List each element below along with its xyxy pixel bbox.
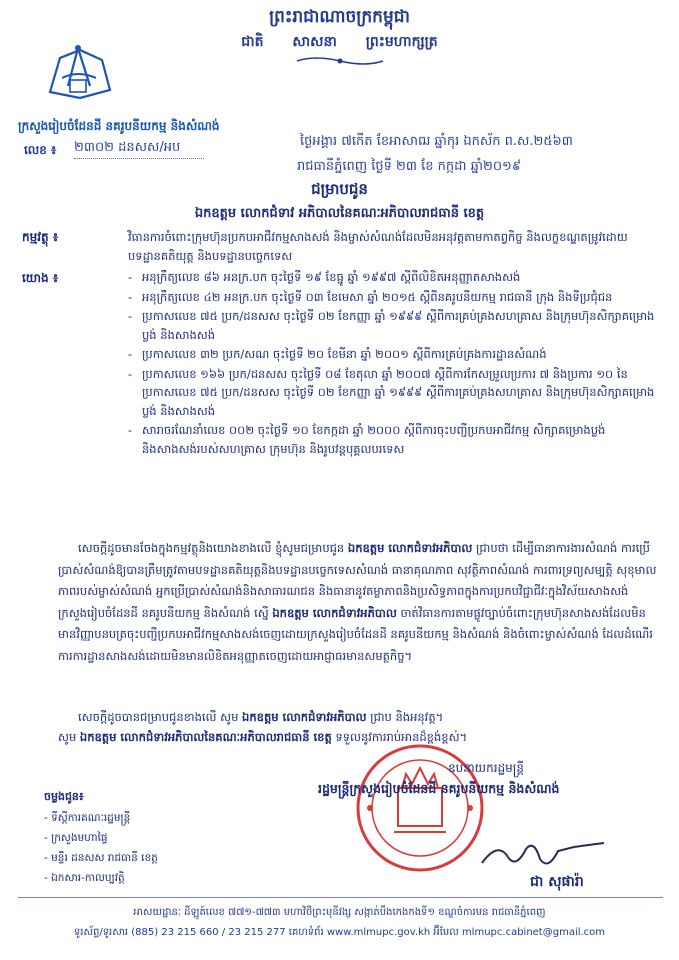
lunar-date: ថ្ងៃអង្គារ ៧កើត ខែអាសាឍ ឆ្នាំកុរ ឯកស័ក ព.ស.២៥៦៣: [300, 134, 573, 149]
reference-item: - ប្រកាសលេខ ៧៥ ប្រក/ដនសស ចុះថ្ងៃទី ០២ ខែកញ្ញា ឆ្នាំ ១៩៩៩ ស្តីពីការគ្រប់គ្រងសហគ្រាស និងក្រុមហ៊ុនសិក្សាគម្រោងប្លង់ និងសាងសង់: [128, 307, 658, 344]
closing-1-addressee: ឯកឧត្តម លោកជំទាវអភិបាល: [242, 710, 367, 724]
motto-king: ព្រះមហាក្សត្រ: [365, 34, 438, 50]
ministry-logo-icon: [40, 40, 116, 104]
body-end: ចាត់វិធានការតាមផ្លូវច្បាប់ចំពោះក្រុមហ៊ុនសាងសង់ដែលមិនមានវិញ្ញាបនបត្រចុះបញ្ជីប្រកបអាជីវកម្មសាងសង់ចេញដោយក្រសួងរៀបចំដែនដី នគរូបនីយកម្ម និងសំណង់ និងចំពោះម្ចាស់សំណង់ ដែលដំណើរការការដ្ឋានសាងសង់ដោយមិនមានលិខិតអនុញ្ញាតចេញដោយអាជ្ញាធរមានសមត្ថកិច្ច។: [58, 605, 653, 663]
reference-label: លេខ ៖: [24, 143, 57, 157]
reference-item: - ប្រកាសលេខ ៣២ ប្រក/សណ ចុះថ្ងៃទី ២០ ខែមីនា ឆ្នាំ ២០០១ ស្តីពីការគ្រប់គ្រងការដ្ឋានសំណង់: [128, 345, 658, 364]
reference-item: - ប្រកាសលេខ ១៦៦ ប្រក/ដនសស ចុះថ្ងៃទី ០៨ ខែតុលា ឆ្នាំ ២០០៧ ស្តីពីការកែសម្រួលប្រការ ៧ និងប្រការ ១០ នៃប្រកាសលេខ ៧៥ ប្រក/ដនសស ចុះថ្ងៃទី ០២ ខែកញ្ញា ឆ្នាំ ១៩៩៩ ស្តីពីការគ្រប់គ្រងសហគ្រាស និងក្រុមហ៊ុនសិក្សាគម្រោងប្លង់ និងសាងសង់: [128, 365, 658, 421]
heading-ornament-icon: [295, 54, 385, 68]
closing-2-prefix: សូម: [58, 730, 77, 744]
kingdom-heading: ព្រះរាជាណាចក្រកម្ពុជា: [269, 7, 410, 27]
city-date: រាជធានីភ្នំពេញ ថ្ងៃទី ២៣ ខែ កក្កដា ឆ្នាំ២០១៩: [297, 159, 522, 174]
body-paragraph: [58, 538, 658, 667]
reference-item: - អនុក្រឹត្យលេខ ៤២ អនក្រ.បក ចុះថ្ងៃទី ០៣ ខែមេសា ឆ្នាំ ២០១៥ ស្តីពីនគរូបនីយកម្ម រាជធានី ក្រុង និងទីប្រជុំជន: [128, 288, 658, 307]
closing-1-end: ជ្រាប និងអនុវត្ត។: [370, 710, 444, 724]
signer-name: ជា សុផារ៉ា: [530, 874, 584, 890]
footer-address: អាសយដ្ឋានៈ ដីឡូត៍លេខ ៧៧១-៧៧៣ មហាវិថីព្រះមុនីវង្ស សង្កាត់បឹងកេងកងទី១ ខណ្ឌចំការមន រាជធានីភ្នំពេញ: [133, 907, 546, 918]
addressee: ឯកឧត្តម លោកជំទាវ អភិបាលនៃគណៈអភិបាលរាជធានី ខេត្ត: [194, 206, 485, 221]
cc-item: - ក្រសួងមហាផ្ទៃ: [44, 828, 158, 848]
notice-title: ជម្រាបជូន: [311, 180, 368, 198]
footer-divider: [18, 897, 663, 898]
body-prefix: សេចក្តីដូចមានចែងក្នុងកម្មវត្ថុនិងយោងខាងលើ ខ្ញុំសូមជម្រាបជូន: [78, 541, 345, 555]
cc-item: - មន្ទីរ ដនសស រាជធានី ខេត្ត: [44, 848, 158, 868]
subject-label: កម្មវត្ថុ ៖: [22, 230, 59, 244]
closing-1-prefix: សេចក្តីដូចបានជម្រាបជូនខាងលើ សូម: [78, 710, 239, 724]
cc-title: ចម្លងជូន៖: [44, 790, 84, 803]
cc-item: - ទីស្តីការគណៈរដ្ឋមន្ត្រី: [44, 808, 158, 828]
references-list: [128, 268, 658, 459]
deputy-prime-minister-title: ឧបនាយករដ្ឋមន្ត្រី: [448, 761, 524, 775]
reference-item: - អនុក្រឹត្យលេខ ៨៦ អនក្រ.បក ចុះថ្ងៃទី ១៩ ខែធ្នូ ឆ្នាំ ១៩៩៧ ស្តីពីលិខិតអនុញ្ញាតសាងសង់: [128, 268, 658, 287]
closing-line-1: [78, 707, 658, 727]
minister-title: រដ្ឋមន្ត្រីក្រសួងរៀបចំដែនដី នគរូបនីយកម្ម និងសំណង់: [318, 781, 560, 796]
handwritten-signature-icon: [478, 835, 608, 875]
cc-item: - ឯកសារ-កាលប្បវត្តិ: [44, 868, 158, 888]
footer-contact: ទូរស័ព្ទ/ទូរសារ (885) 23 215 660 / 23 215 277 គេហទំព័រ www.mlmupc.gov.kh អ៊ីមែល mlmupc.cabinet@gmail.com: [73, 927, 606, 938]
motto-nation: ជាតិ: [241, 34, 264, 50]
references-label: យោង ៖: [22, 271, 59, 285]
reference-item: - សារាចរណែនាំលេខ ០០២ ចុះថ្ងៃទី ១០ ខែកក្កដា ឆ្នាំ ២០០០ ស្តីពីការចុះបញ្ជីប្រកបអាជីវកម្ម សិក្សាគម្រោងប្លង់ និងសាងសង់របស់សហគ្រាស ក្រុមហ៊ុន និងរូបវន្តបុគ្គលបរទេស: [128, 421, 658, 458]
reference-number: ២៣០២ ដនសស/អប: [74, 139, 204, 159]
body-addressee: ឯកឧត្តម លោកជំទាវអភិបាល: [347, 541, 473, 555]
cc-list: [44, 808, 158, 888]
body-mid: ជ្រាបថា ដើម្បីធានាការងារសំណង់ ការប្រើប្រាស់សំណង់ឱ្យបានត្រឹមត្រូវតាមបទដ្ឋានគតិយុត្តនិងបទដ្ឋានបច្ចេកទេសសំណង់ ធានាគុណភាព សុវត្ថិភាពសំណង់ ការពារទ្រព្យសម្បត្តិ សុខុមាលភាពរបស់ម្ចាស់សំណង់ អ្នកប្រើប្រាស់សំណង់និងសាធារណជន និងធានានូវតម្លាភាពនិងប្រសិទ្ធភាពក្នុងការប្រកបវិជ្ជាជីវៈក្នុងវិស័យសាងសង់ ក្រសួងរៀបចំដែនដី នគរូបនីយកម្ម និងសំណង់ ស្នើ: [58, 541, 657, 620]
ministry-name: ក្រសួងរៀបចំដែនដី នគរូបនីយកម្ម និងសំណង់: [18, 119, 220, 133]
body-addressee-2: ឯកឧត្តម លោកជំទាវអភិបាល: [272, 605, 397, 620]
closing-2-end: ទទួលនូវការរាប់អានដ៏ខ្ពង់ខ្ពស់។: [335, 730, 468, 744]
closing-2-addressee: ឯកឧត្តម លោកជំទាវអភិបាលនៃគណៈអភិបាលរាជធានី ខេត្ត: [79, 730, 332, 744]
subject-text: វិធានការចំពោះក្រុមហ៊ុនប្រកបអាជីវកម្មសាងសង់ និងម្ចាស់សំណង់ដែលមិនអនុវត្តតាមកាតព្វកិច្ច និងលក្ខខណ្ឌតម្រូវដោយបទដ្ឋានគតិយុត្ត និងបទដ្ឋានបច្ចេកទេស: [128, 230, 628, 263]
motto-religion: សាសនា: [292, 34, 337, 50]
